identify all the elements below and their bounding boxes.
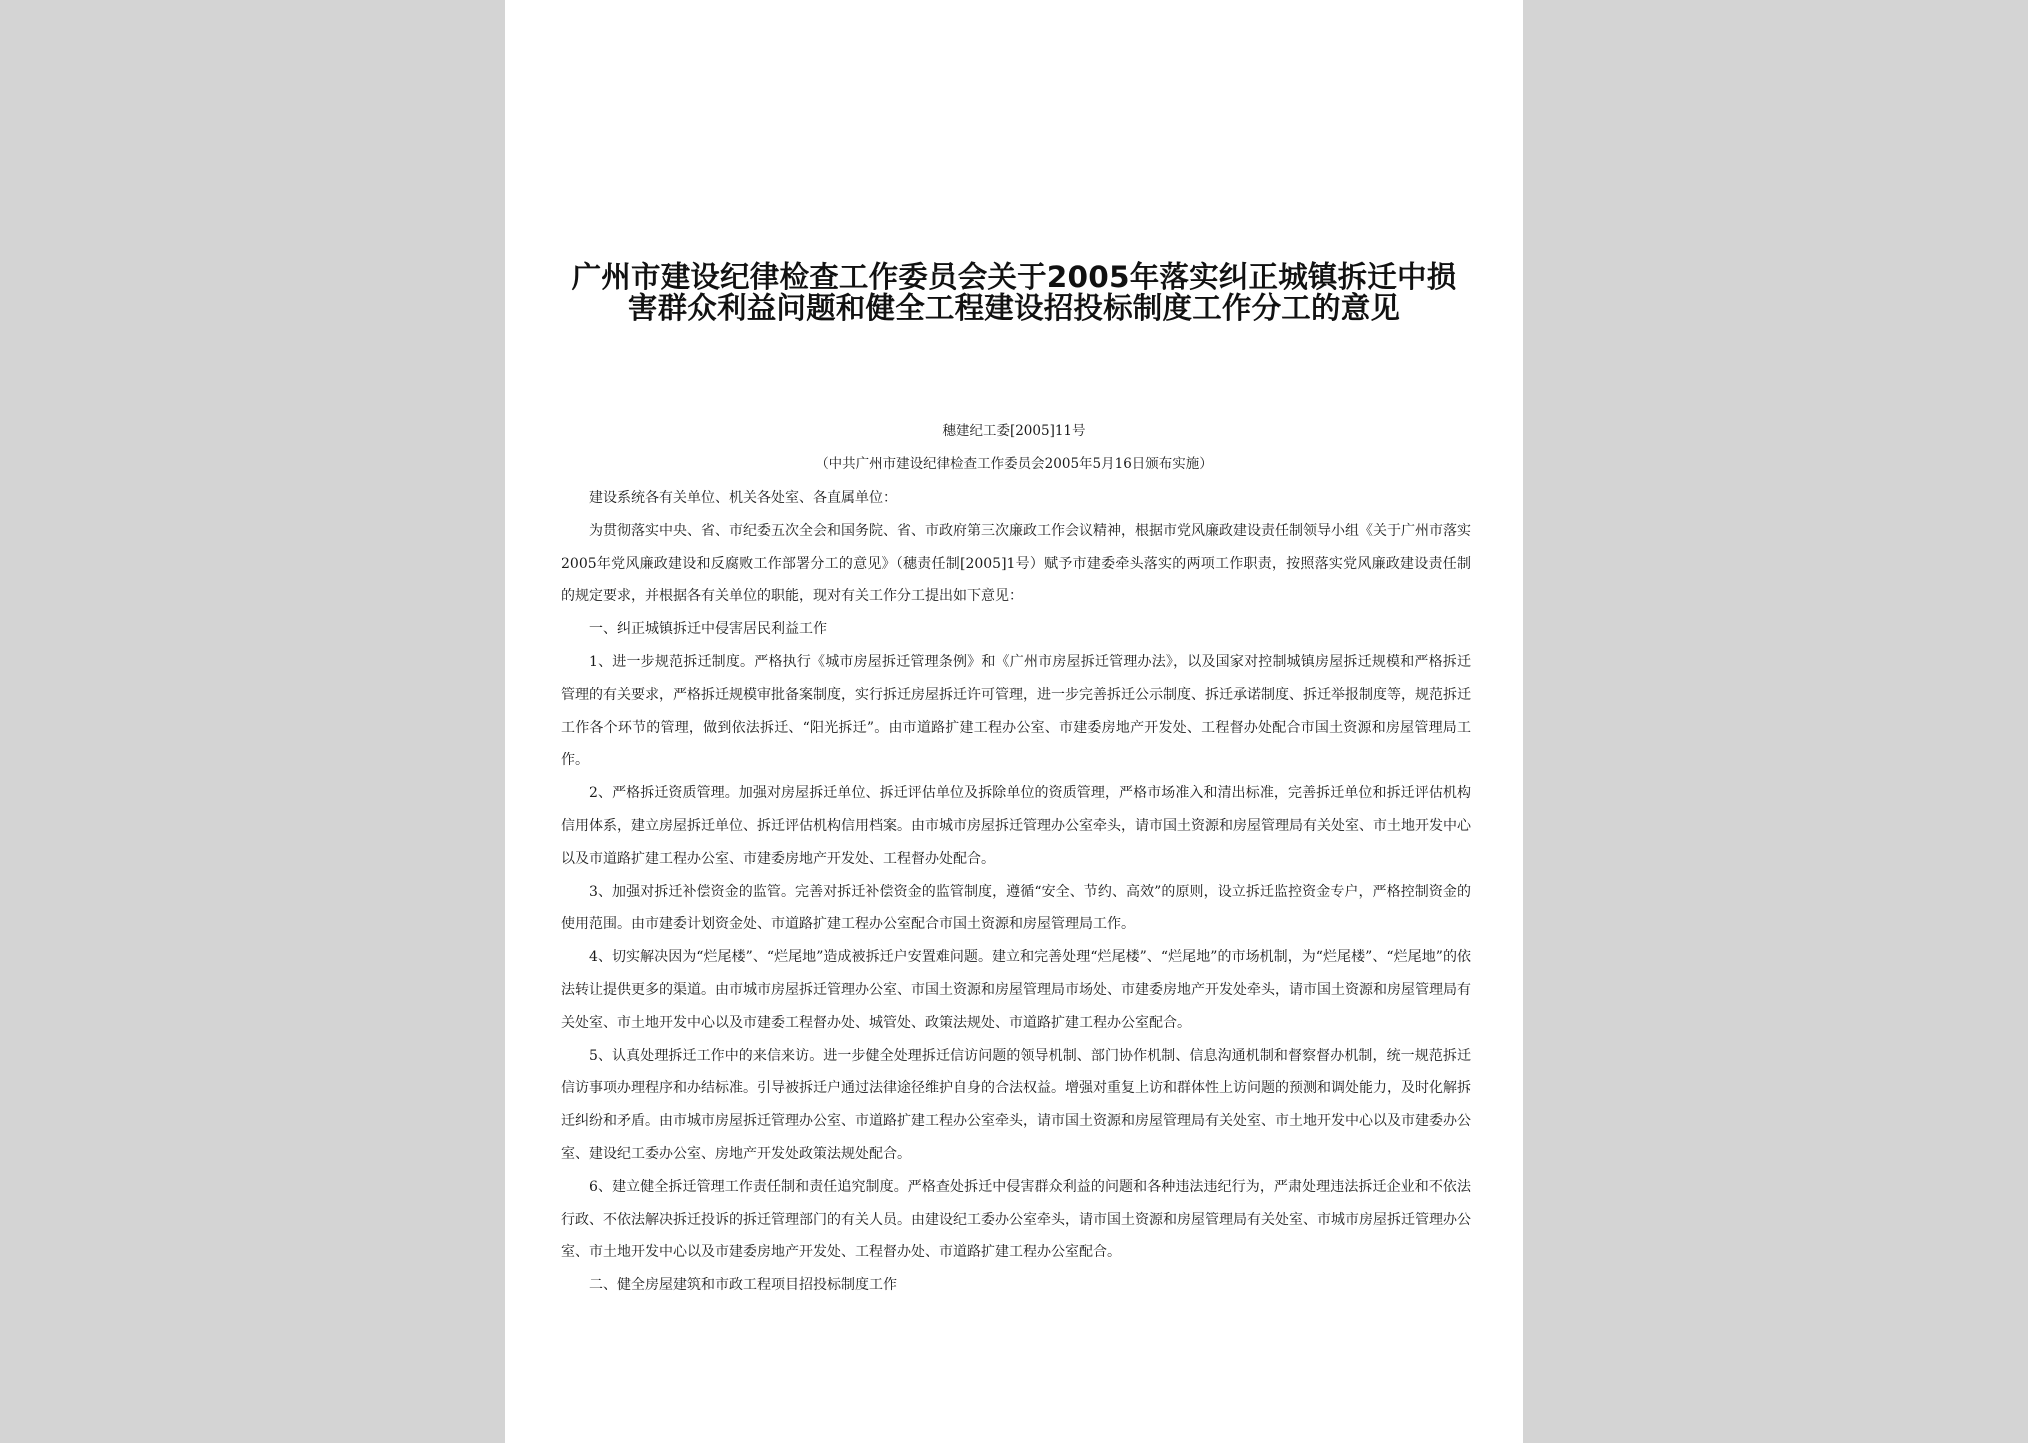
paragraph: 2、严格拆迁资质管理。加强对房屋拆迁单位、拆迁评估单位及拆除单位的资质管理，严格市场准入和清出标准，完善拆迁单位和拆迁评估机构信用体系，建立房屋拆迁单位、拆迁评估机构信用档案。由市城市房屋拆迁管理办公室牵头，请市国土资源和房屋管理局有关处室、市土地开发中心以及市道路扩建工程办公室、市建委房地产开发处、工程督办处配合。	[561, 785, 1471, 867]
document-number: 穗建纪工委[2005]11号	[942, 423, 1086, 439]
paragraph: 建设系统各有关单位、机关各处室、各直属单位：	[589, 490, 897, 506]
promulgation-note: （中共广州市建设纪律检查工作委员会2005年5月16日颁布实施）	[815, 456, 1213, 472]
document-body	[561, 482, 1471, 1302]
document-title: 广州市建设纪律检查工作委员会关于2005年落实纠正城镇拆迁中损害群众利益问题和健全工程建设招投标制度工作分工的意见	[571, 260, 1457, 325]
paragraph: 3、加强对拆迁补偿资金的监管。完善对拆迁补偿资金的监管制度，遵循“安全、节约、高效”的原则，设立拆迁监控资金专户，严格控制资金的使用范围。由市建委计划资金处、市道路扩建工程办公室配合市国土资源和房屋管理局工作。	[561, 883, 1471, 933]
section-heading: 一、纠正城镇拆迁中侵害居民利益工作	[589, 621, 827, 638]
document-page	[505, 0, 1523, 1443]
paragraph: 6、建立健全拆迁管理工作责任制和责任追究制度。严格查处拆迁中侵害群众利益的问题和各种违法违纪行为，严肃处理违法拆迁企业和不依法行政、不依法解决拆迁投诉的拆迁管理部门的有关人员。由建设纪工委办公室牵头，请市国土资源和房屋管理局有关处室、市城市房屋拆迁管理办公室、市土地开发中心以及市建委房地产开发处、工程督办处、市道路扩建工程办公室配合。	[561, 1178, 1471, 1261]
paragraph: 5、认真处理拆迁工作中的来信来访。进一步健全处理拆迁信访问题的领导机制、部门协作机制、信息沟通机制和督察督办机制，统一规范拆迁信访事项办理程序和办结标准。引导被拆迁户通过法律途径维护自身的合法权益。增强对重复上访和群体性上访问题的预测和调处能力，及时化解拆迁纠纷和矛盾。由市城市房屋拆迁管理办公室、市道路扩建工程办公室牵头，请市国土资源和房屋管理局有关处室、市土地开发中心以及市建委办公室、建设纪工委办公室、房地产开发处政策法规处配合。	[561, 1047, 1471, 1162]
paragraph: 1、进一步规范拆迁制度。严格执行《城市房屋拆迁管理条例》和《广州市房屋拆迁管理办法》，以及国家对控制城镇房屋拆迁规模和严格拆迁管理的有关要求，严格拆迁规模审批备案制度，实行拆迁房屋拆迁许可管理，进一步完善拆迁公示制度、拆迁承诺制度、拆迁举报制度等，规范拆迁工作各个环节的管理，做到依法拆迁、“阳光拆迁”。由市道路扩建工程办公室、市建委房地产开发处、工程督办处配合市国土资源和房屋管理局工作。	[561, 653, 1471, 769]
paragraph: 4、切实解决因为“烂尾楼”、“烂尾地”造成被拆迁户安置难问题。建立和完善处理“烂尾楼”、“烂尾地”的市场机制，为“烂尾楼”、“烂尾地”的依法转让提供更多的渠道。由市城市房屋拆迁管理办公室、市国土资源和房屋管理局市场处、市建委房地产开发处牵头，请市国土资源和房屋管理局有关处室、市土地开发中心以及市建委工程督办处、城管处、政策法规处、市道路扩建工程办公室配合。	[561, 949, 1471, 1031]
section-heading: 二、健全房屋建筑和市政工程项目招投标制度工作	[589, 1277, 897, 1294]
paragraph: 为贯彻落实中央、省、市纪委五次全会和国务院、省、市政府第三次廉政工作会议精神，根据市党风廉政建设责任制领导小组《关于广州市落实2005年党风廉政建设和反腐败工作部署分工的意见》（穗责任制[2005]1号）赋予市建委牵头落实的两项工作职责，按照落实党风廉政建设责任制的规定要求，并根据各有关单位的职能，现对有关工作分工提出如下意见：	[561, 522, 1471, 605]
